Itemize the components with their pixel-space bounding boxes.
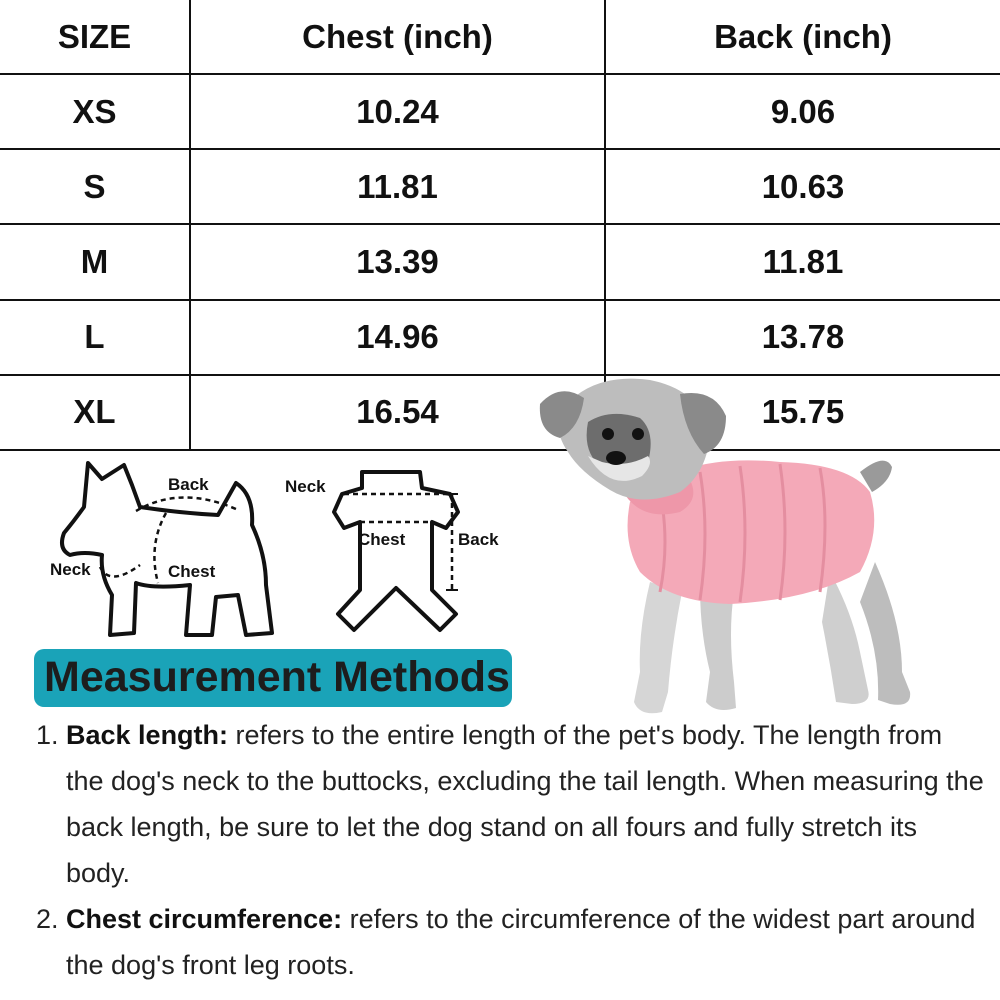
measurement-methods-heading: Measurement Methods (44, 653, 510, 701)
cell-chest: 11.81 (190, 149, 605, 224)
cell-chest: 10.24 (190, 74, 605, 149)
cell-chest: 14.96 (190, 300, 605, 375)
cell-chest: 13.39 (190, 224, 605, 299)
list-item-body (66, 712, 986, 896)
method-description: refers to the circumference of the widest part around the dog's front leg roots. (66, 904, 976, 980)
diagram-label-neck: Neck (285, 477, 326, 496)
header-chest: Chest (inch) (190, 0, 605, 74)
table-row (0, 300, 1000, 375)
header-back: Back (inch) (605, 0, 1000, 74)
list-number: 2. (36, 904, 59, 934)
diagram-label-chest: Chest (358, 530, 406, 549)
dog-side-outline-icon (40, 455, 280, 645)
cell-back: 13.78 (605, 300, 1000, 375)
diagram-label-neck: Neck (50, 560, 91, 579)
cell-chest: 16.54 (190, 375, 605, 450)
list-number: 1. (36, 720, 59, 750)
cell-size: M (0, 224, 190, 299)
diagram-label-back: Back (168, 475, 209, 494)
cell-back: 15.75 (605, 375, 1000, 450)
table-row (0, 149, 1000, 224)
cell-back: 11.81 (605, 224, 1000, 299)
list-item (36, 896, 986, 988)
cell-size: XS (0, 74, 190, 149)
method-term-back-length: Back length: (66, 720, 229, 750)
cell-back: 9.06 (605, 74, 1000, 149)
cell-size: S (0, 149, 190, 224)
diagram-label-back: Back (458, 530, 499, 549)
table-row (0, 74, 1000, 149)
header-size: SIZE (0, 0, 190, 74)
list-item (36, 712, 986, 896)
table-row (0, 224, 1000, 299)
list-item-body (66, 896, 986, 988)
cell-back: 10.63 (605, 149, 1000, 224)
method-description: refers to the entire length of the pet's body. The length from the dog's neck to the buttocks, excluding the tail length. When measuring the back length, be sure to let the dog stand on all fours and fully stretch its body. (66, 720, 984, 888)
method-term-chest-circumference: Chest circumference: (66, 904, 343, 934)
table-header-row (0, 0, 1000, 74)
dog-side-diagram (40, 455, 280, 645)
dog-in-pink-sweater-photo (530, 372, 980, 742)
methods-list (36, 712, 986, 988)
cell-size: XL (0, 375, 190, 450)
cell-size: L (0, 300, 190, 375)
garment-diagram (280, 460, 520, 640)
diagram-label-chest: Chest (168, 562, 216, 581)
